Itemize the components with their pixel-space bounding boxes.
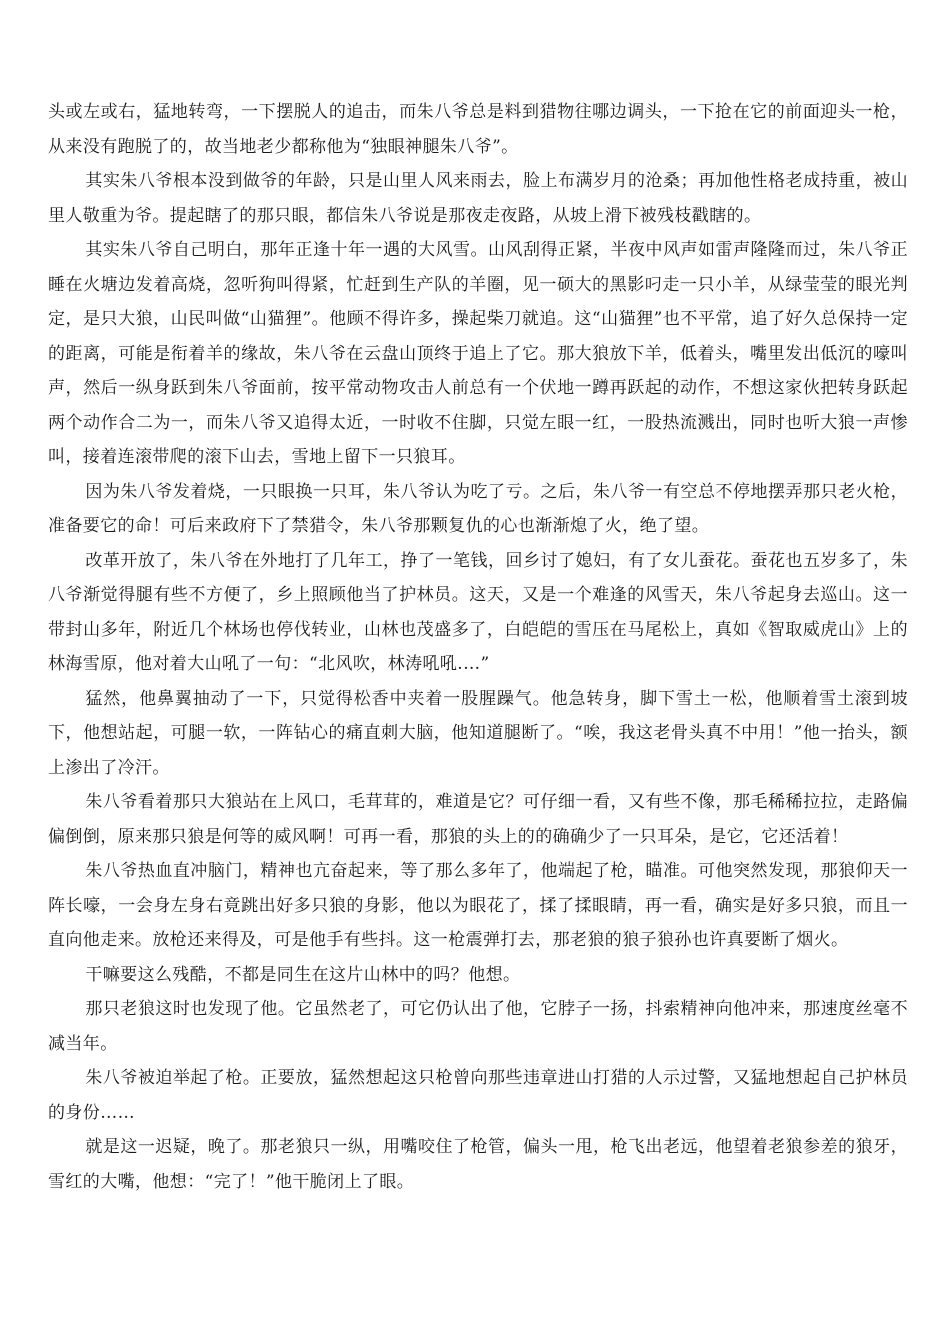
paragraph-4: 因为朱八爷发着烧，一只眼换一只耳，朱八爷认为吃了亏。之后，朱八爷一有空总不停地摆弄那只老火枪，准备要它的命！可后来政府下了禁猎令，朱八爷那颗复仇的心也渐渐熄了火，绝了望。 <box>48 481 908 536</box>
paragraph-6: 猛然，他鼻翼抽动了一下，只觉得松香中夹着一股腥躁气。他急转身，脚下雪土一松，他顺着雪土滚到坡下，他想站起，可腿一软，一阵钻心的痛直刺大脑，他知道腿断了。“唉，我这老骨头真不中用！”他一抬头，额上渗出了冷汗。 <box>48 688 908 778</box>
document-page <box>48 95 908 1199</box>
paragraph-11: 朱八爷被迫举起了枪。正要放，猛然想起这只枪曾向那些违章进山打猎的人示过警，又猛地想起自己护林员的身份…… <box>48 1068 908 1123</box>
paragraph-1: 头或左或右，猛地转弯，一下摆脱人的追击，而朱八爷总是料到猎物往哪边调头，一下抢在它的前面迎头一枪，从来没有跑脱了的，故当地老少都称他为“独眼神腿朱八爷”。 <box>48 102 908 157</box>
paragraph-7: 朱八爷看着那只大狼站在上风口，毛茸茸的，难道是它？可仔细一看，又有些不像，那毛稀稀拉拉，走路偏偏倒倒，原来那只狼是何等的威风啊！可再一看，那狼的头上的的确确少了一只耳朵，是它，它还活着！ <box>48 792 908 847</box>
paragraph-10: 那只老狼这时也发现了他。它虽然老了，可它仍认出了他，它脖子一扬，抖索精神向他冲来，那速度丝毫不减当年。 <box>48 999 908 1054</box>
paragraph-9: 干嘛要这么残酷，不都是同生在这片山林中的吗？他想。 <box>85 964 521 985</box>
paragraph-2: 其实朱八爷根本没到做爷的年龄，只是山里人风来雨去，脸上布满岁月的沧桑；再加他性格老成持重，被山里人敬重为爷。提起瞎了的那只眼，都信朱八爷说是那夜走夜路，从坡上滑下被残枝戳瞎的。 <box>48 171 908 226</box>
paragraph-8: 朱八爷热血直冲脑门，精神也亢奋起来，等了那么多年了，他端起了枪，瞄准。可他突然发现，那狼仰天一阵长嚎，一会身左身右竟跳出好多只狼的身影，他以为眼花了，揉了揉眼睛，再一看，确实是好多只狼，而且一直向他走来。放枪还来得及，可是他手有些抖。这一枪震弹打去，那老狼的狼子狼孙也许真要断了烟火。 <box>48 861 908 950</box>
paragraph-3: 其实朱八爷自己明白，那年正逢十年一遇的大风雪。山风刮得正紧，半夜中风声如雷声隆隆而过，朱八爷正睡在火塘边发着高烧，忽听狗叫得紧，忙赶到生产队的羊圈，见一硕大的黑影叼走一只小羊，从绿莹莹的眼光判定，是只大狼，山民叫做“山猫狸”。他顾不得许多，操起柴刀就追。这“山猫狸”也不平常，追了好久总保持一定的距离，可能是衔着羊的缘故，朱八爷在云盘山顶终于追上了它。那大狼放下羊，低着头，嘴里发出低沉的嚎叫声，然后一纵身跃到朱八爷面前，按平常动物攻击人前总有一个伏地一蹲再跃起的动作，不想这家伙把转身跃起两个动作合二为一，而朱八爷又追得太近，一时收不住脚，只觉左眼一红，一股热流溅出，同时也听大狼一声惨叫，接着连滚带爬的滚下山去，雪地上留下一只狼耳。 <box>48 240 908 467</box>
paragraph-12: 就是这一迟疑，晚了。那老狼只一纵，用嘴咬住了枪管，偏头一甩，枪飞出老远，他望着老狼参差的狼牙，雪红的大嘴，他想：“完了！”他干脆闭上了眼。 <box>48 1137 908 1192</box>
paragraph-5: 改革开放了，朱八爷在外地打了几年工，挣了一笔钱，回乡讨了媳妇，有了女儿蚕花。蚕花也五岁多了，朱八爷渐觉得腿有些不方便了，乡上照顾他当了护林员。这天，又是一个难逢的风雪天，朱八爷起身去巡山。这一带封山多年，附近几个林场也停伐转业，山林也茂盛多了，白皑皑的雪压在马尾松上，真如《智取威虎山》上的林海雪原，他对着大山吼了一句：“北风吹，林涛吼吼.…” <box>48 550 908 674</box>
